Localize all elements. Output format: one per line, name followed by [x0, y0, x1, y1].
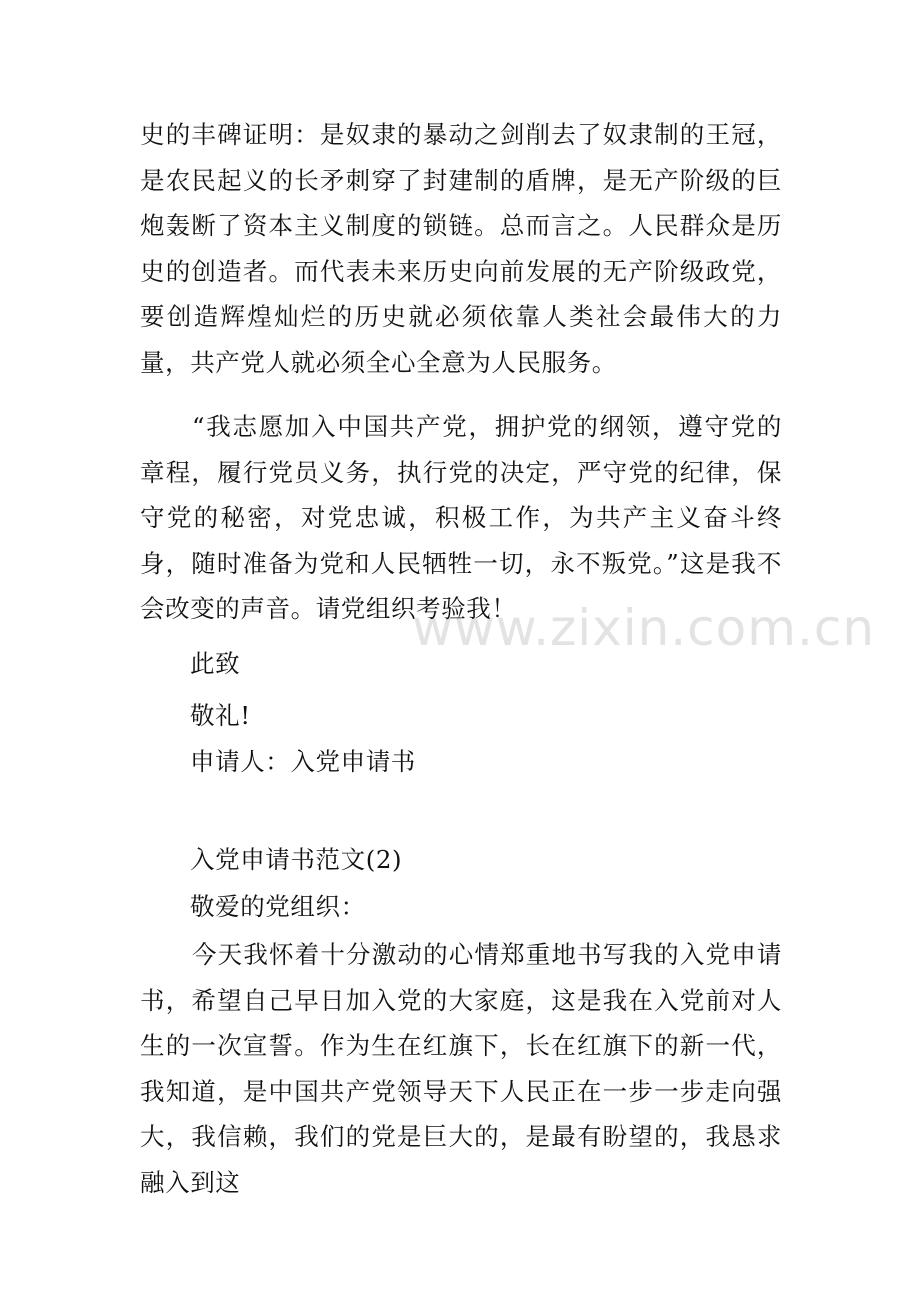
- closing-text: 此致: [190, 649, 241, 678]
- greeting-line: 敬爱的党组织：: [190, 892, 366, 921]
- salute-text: 敬礼!: [190, 701, 251, 730]
- paragraph-oath: “我志愿加入中国共产党，拥护党的纲领，遵守党的章程，履行党员义务，执行党的决定，严守党的纪律，保守党的秘密，对党忠诚，积极工作，为共产主义奋斗终身，随时准备为党和人民牺牲一切，永不叛党。”这是我不会改变的声音。请党组织考验我！: [140, 412, 782, 623]
- signature-line: 申请人：入党申请书: [190, 747, 416, 776]
- paragraph-history: 史的丰碑证明：是奴隶的暴动之剑削去了奴隶制的王冠，是农民起义的长矛刺穿了封建制的盾牌，是无产阶级的巨炮轰断了资本主义制度的锁链。总而言之。人民群众是历史的创造者。而代表未来历史向前发展的无产阶级政党，要创造辉煌灿烂的历史就必须依靠人类社会最伟大的力量，共产党人就必须全心全意为人民服务。: [140, 120, 782, 377]
- watermark: www.zixin.com.cn: [412, 599, 876, 657]
- section-title: 入党申请书范文(2): [190, 845, 403, 874]
- paragraph-application: 今天我怀着十分激动的心情郑重地书写我的入党申请书，希望自己早日加入党的大家庭，这是我在入党前对人生的一次宣誓。作为生在红旗下，长在红旗下的新一代，我知道，是中国共产党领导天下人民正在一步一步走向强大，我信赖，我们的党是巨大的，是最有盼望的，我恳求融入到这: [140, 940, 782, 1197]
